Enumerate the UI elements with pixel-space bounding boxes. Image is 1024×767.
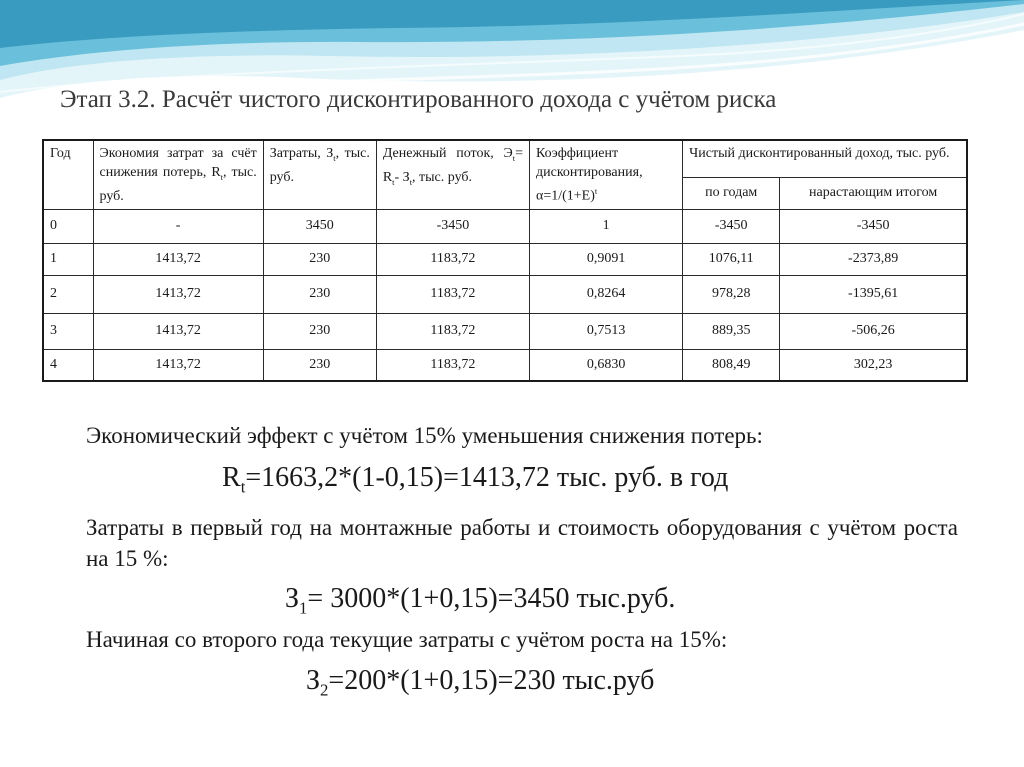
formula-r: $R_t=1663,2*(1-0,15)=1413,72$ тыс. руб. в год <box>222 462 729 497</box>
second-year-note: Начиная со второго года текущие затраты с учётом роста на 15%: <box>86 627 728 652</box>
table-cell: 0,7513 <box>529 313 682 349</box>
header-year: Год <box>43 140 93 209</box>
table-cell: 0,8264 <box>529 275 682 313</box>
table-cell: 230 <box>263 275 376 313</box>
table-cell: 230 <box>263 313 376 349</box>
formula-z2: $З_2=200*(1+0,15)=230$ тыс.руб <box>306 665 655 700</box>
table-cell: -3450 <box>780 209 967 243</box>
table-cell: 808,49 <box>683 349 780 381</box>
table-cell: 3450 <box>263 209 376 243</box>
table-cell: 302,23 <box>780 349 967 381</box>
table-cell: -506,26 <box>780 313 967 349</box>
header-cashflow: Денежный поток, $Э_t= R_t-$ $З_t$, тыс. руб. <box>376 140 529 209</box>
header-npv: Чистый дисконтированный доход, тыс. руб. <box>683 140 967 177</box>
table-cell: 230 <box>263 349 376 381</box>
table-cell: 1183,72 <box>376 243 529 275</box>
table-cell: 4 <box>43 349 93 381</box>
table-cell: 889,35 <box>683 313 780 349</box>
table-row <box>43 349 967 381</box>
header-npv-cumulative: нарастающим итогом <box>780 177 967 209</box>
table-cell: 1 <box>43 243 93 275</box>
table-cell: 1076,11 <box>683 243 780 275</box>
table-cell: 1413,72 <box>93 275 263 313</box>
table-cell: 1183,72 <box>376 275 529 313</box>
table-cell: 0,9091 <box>529 243 682 275</box>
table-row <box>43 313 967 349</box>
effect-note: Экономический эффект с учётом 15% уменьшения снижения потерь: <box>86 423 763 448</box>
header-npv-by-year: по годам <box>683 177 780 209</box>
table-body <box>43 209 967 381</box>
table-row <box>43 209 967 243</box>
formula-z1: $З_1= 3000*(1+0,15)=3450$ тыс.руб. <box>285 583 676 618</box>
table-row <box>43 243 967 275</box>
table-cell: 1413,72 <box>93 349 263 381</box>
table-cell: 1183,72 <box>376 349 529 381</box>
table-cell: -3450 <box>376 209 529 243</box>
table-cell: -3450 <box>683 209 780 243</box>
table-cell: 2 <box>43 275 93 313</box>
table-cell: 230 <box>263 243 376 275</box>
table-cell: 0,6830 <box>529 349 682 381</box>
npv-table <box>42 139 968 382</box>
table-cell: 1413,72 <box>93 243 263 275</box>
header-costs: Затраты, $З_t$, тыс. руб. <box>263 140 376 209</box>
table-cell: 3 <box>43 313 93 349</box>
header-savings: Экономия затрат за счёт снижения потерь, $R_t$, тыс. руб. <box>93 140 263 209</box>
table-header-row <box>43 140 967 177</box>
table-row <box>43 275 967 313</box>
table-cell: - <box>93 209 263 243</box>
table-cell: 978,28 <box>683 275 780 313</box>
costs-note: Затраты в первый год на монтажные работы и стоимость оборудования с учётом роста на 15 %: <box>86 515 958 571</box>
table-cell: 1183,72 <box>376 313 529 349</box>
table-cell: 1 <box>529 209 682 243</box>
table-cell: 0 <box>43 209 93 243</box>
table-cell: -2373,89 <box>780 243 967 275</box>
slide-title: Этап 3.2. Расчёт чистого дисконтированного дохода с учётом риска <box>60 86 777 113</box>
table-cell: -1395,61 <box>780 275 967 313</box>
header-discount-factor: Коэффициент дисконтирования, $\alpha=1/(1+E)^t$ <box>529 140 682 209</box>
table-cell: 1413,72 <box>93 313 263 349</box>
